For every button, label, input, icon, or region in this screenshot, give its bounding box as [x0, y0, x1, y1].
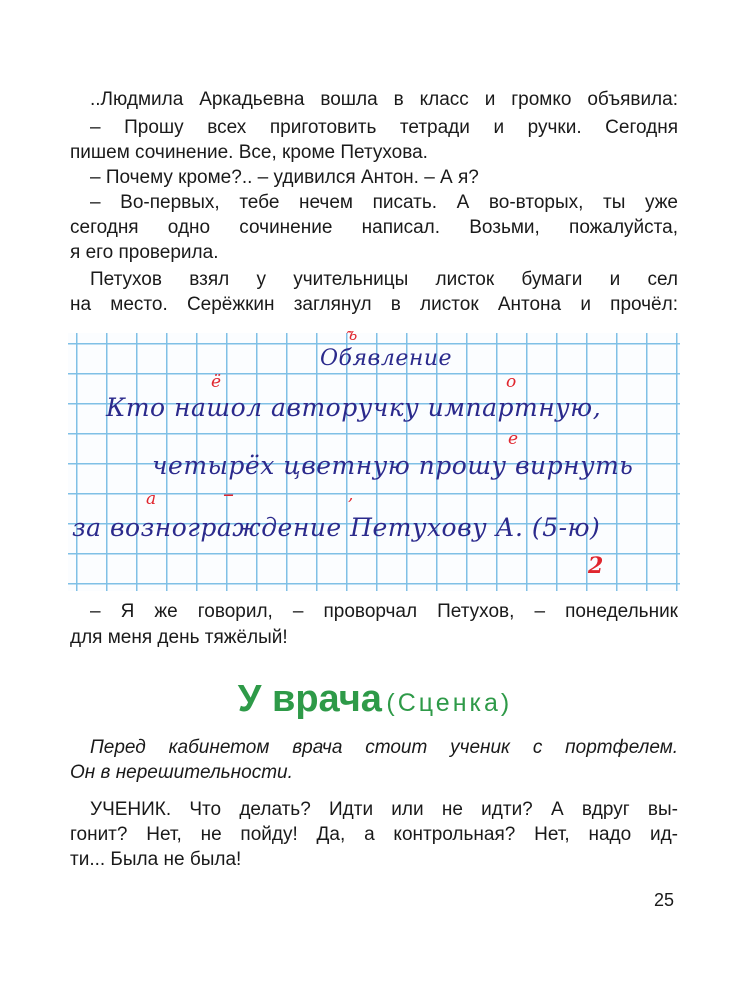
- section-heading: [0, 678, 750, 721]
- correction-mark: ё: [211, 372, 222, 392]
- text-line: – Во-первых, тебе нечем писать. А во-вторых, ты уже: [90, 192, 678, 213]
- text-line: гонит? Нет, не пойду! Да, а контрольная? Нет, надо ид-: [70, 824, 678, 845]
- correction-mark: о: [506, 372, 517, 392]
- correction-mark: ъ: [346, 325, 358, 345]
- text-line: ..Людмила Аркадьевна вошла в класс и громко объявила:: [90, 89, 678, 110]
- handwritten-note: [68, 325, 680, 591]
- text-line: пишем сочинение. Все, кроме Петухова.: [70, 142, 428, 163]
- page-number: 25: [654, 890, 675, 910]
- grade-mark: 2: [588, 553, 604, 579]
- stage-direction: Перед кабинетом врача стоит ученик с портфелем.: [90, 737, 678, 758]
- text-line: – Я же говорил, – проворчал Петухов, – понедельник: [90, 601, 678, 622]
- correction-mark: а: [146, 489, 157, 509]
- stage-direction: Он в нерешительности.: [70, 762, 293, 783]
- text-line: я его проверила.: [70, 242, 219, 263]
- text-line: – Прошу всех приготовить тетради и ручки. Сегодня: [90, 117, 678, 138]
- text-line: сегодня одно сочинение написал. Возьми, пожалуйста,: [70, 217, 678, 238]
- text-line: ти... Была не была!: [70, 849, 242, 870]
- note-title: Обявление: [320, 346, 453, 371]
- correction-mark: –: [223, 482, 234, 507]
- text-line: – Почему кроме?.. – удивился Антон. – А я?: [90, 167, 479, 188]
- correction-mark: е: [508, 429, 519, 449]
- note-line: четырёх цветную прошу вирнуть: [152, 451, 634, 480]
- note-line: Кто нашол авторучку импартную,: [106, 393, 602, 422]
- section-subtitle: (Сценка): [386, 689, 513, 717]
- correction-mark: ,: [348, 485, 354, 505]
- text-line: Петухов взял у учительницы листок бумаги и сел: [90, 269, 678, 290]
- text-line: на место. Серёжкин заглянул в листок Антона и прочёл:: [70, 294, 678, 315]
- text-line: для меня день тяжёлый!: [70, 627, 288, 648]
- note-line: за вознограждение Петухову А. (5-ю): [72, 513, 601, 542]
- text-line: УЧЕНИК. Что делать? Идти или не идти? А вдруг вы-: [90, 799, 678, 820]
- section-title: У врача: [237, 678, 382, 720]
